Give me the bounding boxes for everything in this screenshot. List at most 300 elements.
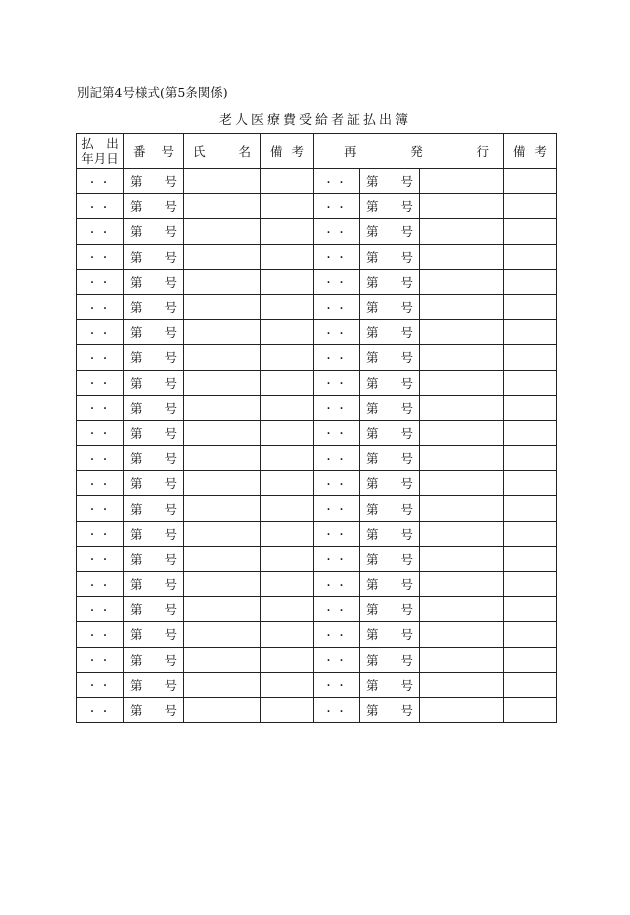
reissue-detail-cell bbox=[420, 269, 504, 294]
reissue-detail-cell bbox=[420, 546, 504, 571]
reissue-number-cell bbox=[360, 345, 420, 370]
remarks-2-cell bbox=[504, 194, 557, 219]
reissue-number-cell bbox=[360, 294, 420, 319]
payout-date-cell: ・・ bbox=[77, 622, 124, 647]
reissue-number-cell bbox=[360, 597, 420, 622]
number-suffix: 号 bbox=[164, 577, 177, 593]
number-cell bbox=[124, 471, 184, 496]
name-cell bbox=[184, 647, 261, 672]
remarks-2-cell bbox=[504, 572, 557, 597]
reissue-date-cell: ・・ bbox=[314, 546, 360, 571]
number-suffix: 号 bbox=[164, 602, 177, 618]
reissue-number-suffix: 号 bbox=[400, 652, 413, 668]
number-prefix: 第 bbox=[130, 249, 143, 265]
reissue-detail-cell bbox=[420, 345, 504, 370]
remarks-2-cell bbox=[504, 647, 557, 672]
number-cell bbox=[124, 622, 184, 647]
reissue-detail-cell bbox=[420, 697, 504, 722]
table-row bbox=[77, 420, 557, 445]
reissue-number-prefix: 第 bbox=[366, 400, 379, 416]
reissue-detail-cell bbox=[420, 420, 504, 445]
reissue-date-cell: ・・ bbox=[314, 446, 360, 471]
reissue-detail-cell bbox=[420, 169, 504, 194]
reissue-number-prefix: 第 bbox=[366, 300, 379, 316]
reissue-date-cell: ・・ bbox=[314, 194, 360, 219]
remarks-2-cell bbox=[504, 395, 557, 420]
remarks-2-cell bbox=[504, 244, 557, 269]
name-cell bbox=[184, 622, 261, 647]
name-cell bbox=[184, 169, 261, 194]
remarks-2-cell bbox=[504, 219, 557, 244]
table-row bbox=[77, 294, 557, 319]
table-row bbox=[77, 395, 557, 420]
number-prefix: 第 bbox=[130, 526, 143, 542]
table-row bbox=[77, 672, 557, 697]
remarks-2-cell bbox=[504, 597, 557, 622]
remarks-2-cell bbox=[504, 446, 557, 471]
number-cell bbox=[124, 395, 184, 420]
table-row bbox=[77, 244, 557, 269]
reissue-date-cell: ・・ bbox=[314, 672, 360, 697]
header-payout-line1: 払 出 bbox=[81, 136, 119, 151]
reissue-number-cell bbox=[360, 370, 420, 395]
reissue-number-suffix: 号 bbox=[400, 451, 413, 467]
reissue-number-cell bbox=[360, 420, 420, 445]
number-cell bbox=[124, 496, 184, 521]
remarks-cell bbox=[261, 572, 314, 597]
reissue-number-suffix: 号 bbox=[400, 425, 413, 441]
remarks-cell bbox=[261, 294, 314, 319]
name-cell bbox=[184, 219, 261, 244]
reissue-detail-cell bbox=[420, 395, 504, 420]
reissue-number-cell bbox=[360, 572, 420, 597]
form-label: 別記第4号様式(第5条関係) bbox=[77, 85, 228, 100]
name-cell bbox=[184, 395, 261, 420]
number-prefix: 第 bbox=[130, 501, 143, 517]
reissue-detail-cell bbox=[420, 572, 504, 597]
table-row bbox=[77, 370, 557, 395]
header-remarks2-b: 考 bbox=[534, 143, 547, 159]
reissue-date-cell: ・・ bbox=[314, 521, 360, 546]
remarks-cell bbox=[261, 521, 314, 546]
remarks-cell bbox=[261, 622, 314, 647]
number-cell bbox=[124, 294, 184, 319]
header-name bbox=[184, 134, 261, 169]
reissue-detail-cell bbox=[420, 496, 504, 521]
reissue-date-cell: ・・ bbox=[314, 395, 360, 420]
remarks-cell bbox=[261, 345, 314, 370]
name-cell bbox=[184, 446, 261, 471]
reissue-date-cell: ・・ bbox=[314, 320, 360, 345]
number-suffix: 号 bbox=[164, 501, 177, 517]
payout-date-cell: ・・ bbox=[77, 471, 124, 496]
reissue-date-cell: ・・ bbox=[314, 244, 360, 269]
table-row bbox=[77, 320, 557, 345]
reissue-date-cell: ・・ bbox=[314, 622, 360, 647]
remarks-2-cell bbox=[504, 294, 557, 319]
reissue-detail-cell bbox=[420, 219, 504, 244]
payout-date-cell: ・・ bbox=[77, 446, 124, 471]
payout-date-cell: ・・ bbox=[77, 345, 124, 370]
header-reissue-b: 発 bbox=[410, 143, 423, 159]
name-cell bbox=[184, 294, 261, 319]
header-reissue-c: 行 bbox=[476, 143, 489, 159]
reissue-date-cell: ・・ bbox=[314, 420, 360, 445]
reissue-number-suffix: 号 bbox=[400, 627, 413, 643]
number-suffix: 号 bbox=[164, 451, 177, 467]
reissue-date-cell: ・・ bbox=[314, 294, 360, 319]
table-row bbox=[77, 647, 557, 672]
reissue-number-cell bbox=[360, 546, 420, 571]
remarks-2-cell bbox=[504, 521, 557, 546]
reissue-number-suffix: 号 bbox=[400, 703, 413, 719]
number-suffix: 号 bbox=[164, 400, 177, 416]
number-cell bbox=[124, 446, 184, 471]
number-cell bbox=[124, 320, 184, 345]
number-cell bbox=[124, 697, 184, 722]
name-cell bbox=[184, 420, 261, 445]
number-prefix: 第 bbox=[130, 300, 143, 316]
reissue-number-cell bbox=[360, 697, 420, 722]
table-row bbox=[77, 194, 557, 219]
name-cell bbox=[184, 697, 261, 722]
number-prefix: 第 bbox=[130, 577, 143, 593]
name-cell bbox=[184, 572, 261, 597]
name-cell bbox=[184, 269, 261, 294]
reissue-date-cell: ・・ bbox=[314, 697, 360, 722]
number-prefix: 第 bbox=[130, 224, 143, 240]
reissue-detail-cell bbox=[420, 521, 504, 546]
remarks-2-cell bbox=[504, 320, 557, 345]
payout-date-cell: ・・ bbox=[77, 320, 124, 345]
number-prefix: 第 bbox=[130, 602, 143, 618]
payout-date-cell: ・・ bbox=[77, 496, 124, 521]
header-payout-line2: 年月日 bbox=[81, 151, 119, 166]
remarks-2-cell bbox=[504, 496, 557, 521]
payout-date-cell: ・・ bbox=[77, 395, 124, 420]
number-prefix: 第 bbox=[130, 174, 143, 190]
reissue-number-prefix: 第 bbox=[366, 526, 379, 542]
name-cell bbox=[184, 194, 261, 219]
remarks-cell bbox=[261, 169, 314, 194]
number-suffix: 号 bbox=[164, 325, 177, 341]
number-suffix: 号 bbox=[164, 551, 177, 567]
table-row bbox=[77, 697, 557, 722]
reissue-detail-cell bbox=[420, 672, 504, 697]
number-suffix: 号 bbox=[164, 425, 177, 441]
reissue-number-prefix: 第 bbox=[366, 501, 379, 517]
table-row bbox=[77, 546, 557, 571]
table-row bbox=[77, 269, 557, 294]
number-suffix: 号 bbox=[164, 703, 177, 719]
table-row bbox=[77, 622, 557, 647]
reissue-date-cell: ・・ bbox=[314, 496, 360, 521]
header-payout-date bbox=[77, 134, 124, 169]
table-row bbox=[77, 219, 557, 244]
reissue-detail-cell bbox=[420, 597, 504, 622]
remarks-cell bbox=[261, 194, 314, 219]
number-prefix: 第 bbox=[130, 199, 143, 215]
table-row bbox=[77, 169, 557, 194]
reissue-number-cell bbox=[360, 194, 420, 219]
number-cell bbox=[124, 345, 184, 370]
reissue-number-suffix: 号 bbox=[400, 249, 413, 265]
remarks-cell bbox=[261, 219, 314, 244]
reissue-number-cell bbox=[360, 320, 420, 345]
remarks-cell bbox=[261, 597, 314, 622]
number-prefix: 第 bbox=[130, 451, 143, 467]
remarks-2-cell bbox=[504, 697, 557, 722]
payout-register-table bbox=[76, 133, 557, 723]
remarks-2-cell bbox=[504, 672, 557, 697]
reissue-number-prefix: 第 bbox=[366, 577, 379, 593]
name-cell bbox=[184, 320, 261, 345]
reissue-number-prefix: 第 bbox=[366, 703, 379, 719]
header-number-a: 番 bbox=[133, 143, 146, 159]
reissue-number-suffix: 号 bbox=[400, 400, 413, 416]
name-cell bbox=[184, 345, 261, 370]
reissue-date-cell: ・・ bbox=[314, 219, 360, 244]
number-suffix: 号 bbox=[164, 476, 177, 492]
name-cell bbox=[184, 496, 261, 521]
remarks-2-cell bbox=[504, 420, 557, 445]
table-row bbox=[77, 471, 557, 496]
table-row bbox=[77, 446, 557, 471]
reissue-number-prefix: 第 bbox=[366, 652, 379, 668]
reissue-number-suffix: 号 bbox=[400, 501, 413, 517]
number-suffix: 号 bbox=[164, 350, 177, 366]
remarks-cell bbox=[261, 672, 314, 697]
reissue-date-cell: ・・ bbox=[314, 597, 360, 622]
reissue-number-prefix: 第 bbox=[366, 476, 379, 492]
payout-date-cell: ・・ bbox=[77, 420, 124, 445]
table-row bbox=[77, 345, 557, 370]
number-suffix: 号 bbox=[164, 274, 177, 290]
number-prefix: 第 bbox=[130, 627, 143, 643]
payout-date-cell: ・・ bbox=[77, 647, 124, 672]
number-cell bbox=[124, 219, 184, 244]
payout-date-cell: ・・ bbox=[77, 294, 124, 319]
number-prefix: 第 bbox=[130, 350, 143, 366]
reissue-number-cell bbox=[360, 622, 420, 647]
payout-date-cell: ・・ bbox=[77, 169, 124, 194]
reissue-number-prefix: 第 bbox=[366, 451, 379, 467]
number-suffix: 号 bbox=[164, 375, 177, 391]
number-prefix: 第 bbox=[130, 652, 143, 668]
reissue-number-suffix: 号 bbox=[400, 375, 413, 391]
remarks-cell bbox=[261, 471, 314, 496]
payout-date-cell: ・・ bbox=[77, 244, 124, 269]
reissue-number-suffix: 号 bbox=[400, 199, 413, 215]
reissue-number-cell bbox=[360, 269, 420, 294]
reissue-date-cell: ・・ bbox=[314, 169, 360, 194]
reissue-number-prefix: 第 bbox=[366, 551, 379, 567]
reissue-number-prefix: 第 bbox=[366, 199, 379, 215]
reissue-number-suffix: 号 bbox=[400, 325, 413, 341]
reissue-number-cell bbox=[360, 496, 420, 521]
payout-date-cell: ・・ bbox=[77, 194, 124, 219]
number-suffix: 号 bbox=[164, 174, 177, 190]
payout-date-cell: ・・ bbox=[77, 546, 124, 571]
number-suffix: 号 bbox=[164, 677, 177, 693]
reissue-number-suffix: 号 bbox=[400, 476, 413, 492]
reissue-detail-cell bbox=[420, 194, 504, 219]
remarks-2-cell bbox=[504, 471, 557, 496]
reissue-number-suffix: 号 bbox=[400, 174, 413, 190]
remarks-cell bbox=[261, 420, 314, 445]
name-cell bbox=[184, 546, 261, 571]
header-reissue-a: 再 bbox=[344, 143, 357, 159]
payout-date-cell: ・・ bbox=[77, 697, 124, 722]
header-row bbox=[77, 134, 557, 169]
header-name-a: 氏 bbox=[193, 143, 206, 159]
name-cell bbox=[184, 370, 261, 395]
remarks-cell bbox=[261, 697, 314, 722]
payout-date-cell: ・・ bbox=[77, 219, 124, 244]
remarks-2-cell bbox=[504, 169, 557, 194]
number-prefix: 第 bbox=[130, 677, 143, 693]
number-cell bbox=[124, 647, 184, 672]
reissue-number-cell bbox=[360, 471, 420, 496]
reissue-number-cell bbox=[360, 395, 420, 420]
header-number-b: 号 bbox=[161, 143, 174, 159]
reissue-detail-cell bbox=[420, 622, 504, 647]
number-cell bbox=[124, 370, 184, 395]
remarks-cell bbox=[261, 320, 314, 345]
reissue-detail-cell bbox=[420, 446, 504, 471]
remarks-cell bbox=[261, 496, 314, 521]
remarks-2-cell bbox=[504, 622, 557, 647]
document-title: 老人医療費受給者証払出簿 bbox=[218, 113, 411, 128]
reissue-detail-cell bbox=[420, 320, 504, 345]
reissue-number-cell bbox=[360, 244, 420, 269]
remarks-cell bbox=[261, 546, 314, 571]
number-cell bbox=[124, 269, 184, 294]
reissue-number-suffix: 号 bbox=[400, 577, 413, 593]
reissue-number-prefix: 第 bbox=[366, 274, 379, 290]
reissue-number-prefix: 第 bbox=[366, 425, 379, 441]
number-prefix: 第 bbox=[130, 325, 143, 341]
reissue-number-cell bbox=[360, 521, 420, 546]
header-remarks2-a: 備 bbox=[513, 143, 526, 159]
number-suffix: 号 bbox=[164, 300, 177, 316]
remarks-2-cell bbox=[504, 546, 557, 571]
number-suffix: 号 bbox=[164, 224, 177, 240]
reissue-number-cell bbox=[360, 647, 420, 672]
number-suffix: 号 bbox=[164, 526, 177, 542]
payout-date-cell: ・・ bbox=[77, 521, 124, 546]
reissue-detail-cell bbox=[420, 294, 504, 319]
number-cell bbox=[124, 169, 184, 194]
remarks-2-cell bbox=[504, 370, 557, 395]
reissue-number-prefix: 第 bbox=[366, 350, 379, 366]
reissue-number-suffix: 号 bbox=[400, 551, 413, 567]
reissue-number-cell bbox=[360, 219, 420, 244]
remarks-cell bbox=[261, 244, 314, 269]
reissue-number-suffix: 号 bbox=[400, 602, 413, 618]
reissue-detail-cell bbox=[420, 471, 504, 496]
number-cell bbox=[124, 420, 184, 445]
remarks-cell bbox=[261, 370, 314, 395]
number-cell bbox=[124, 597, 184, 622]
number-cell bbox=[124, 672, 184, 697]
reissue-number-prefix: 第 bbox=[366, 602, 379, 618]
header-name-b: 名 bbox=[238, 143, 251, 159]
number-prefix: 第 bbox=[130, 400, 143, 416]
remarks-cell bbox=[261, 395, 314, 420]
name-cell bbox=[184, 597, 261, 622]
reissue-number-suffix: 号 bbox=[400, 350, 413, 366]
reissue-number-suffix: 号 bbox=[400, 300, 413, 316]
reissue-detail-cell bbox=[420, 647, 504, 672]
header-reissue bbox=[314, 134, 504, 169]
payout-date-cell: ・・ bbox=[77, 597, 124, 622]
number-prefix: 第 bbox=[130, 476, 143, 492]
payout-date-cell: ・・ bbox=[77, 269, 124, 294]
number-suffix: 号 bbox=[164, 652, 177, 668]
number-prefix: 第 bbox=[130, 425, 143, 441]
reissue-date-cell: ・・ bbox=[314, 269, 360, 294]
reissue-number-prefix: 第 bbox=[366, 224, 379, 240]
number-suffix: 号 bbox=[164, 627, 177, 643]
reissue-number-cell bbox=[360, 169, 420, 194]
payout-date-cell: ・・ bbox=[77, 572, 124, 597]
reissue-number-suffix: 号 bbox=[400, 677, 413, 693]
reissue-date-cell: ・・ bbox=[314, 345, 360, 370]
name-cell bbox=[184, 244, 261, 269]
reissue-date-cell: ・・ bbox=[314, 572, 360, 597]
payout-date-cell: ・・ bbox=[77, 672, 124, 697]
table-row bbox=[77, 496, 557, 521]
remarks-2-cell bbox=[504, 269, 557, 294]
reissue-number-prefix: 第 bbox=[366, 677, 379, 693]
reissue-date-cell: ・・ bbox=[314, 471, 360, 496]
number-prefix: 第 bbox=[130, 551, 143, 567]
remarks-2-cell bbox=[504, 345, 557, 370]
name-cell bbox=[184, 471, 261, 496]
reissue-number-prefix: 第 bbox=[366, 249, 379, 265]
remarks-cell bbox=[261, 269, 314, 294]
reissue-number-prefix: 第 bbox=[366, 174, 379, 190]
header-remarks-a: 備 bbox=[270, 143, 283, 159]
remarks-cell bbox=[261, 647, 314, 672]
reissue-detail-cell bbox=[420, 244, 504, 269]
payout-date-cell: ・・ bbox=[77, 370, 124, 395]
reissue-detail-cell bbox=[420, 370, 504, 395]
name-cell bbox=[184, 672, 261, 697]
reissue-number-prefix: 第 bbox=[366, 325, 379, 341]
reissue-number-prefix: 第 bbox=[366, 627, 379, 643]
number-cell bbox=[124, 546, 184, 571]
remarks-cell bbox=[261, 446, 314, 471]
number-suffix: 号 bbox=[164, 249, 177, 265]
number-cell bbox=[124, 194, 184, 219]
number-prefix: 第 bbox=[130, 274, 143, 290]
table-row bbox=[77, 521, 557, 546]
reissue-number-suffix: 号 bbox=[400, 526, 413, 542]
number-prefix: 第 bbox=[130, 375, 143, 391]
reissue-number-cell bbox=[360, 446, 420, 471]
table-row bbox=[77, 572, 557, 597]
header-remarks-2 bbox=[504, 134, 557, 169]
number-cell bbox=[124, 521, 184, 546]
number-suffix: 号 bbox=[164, 199, 177, 215]
reissue-date-cell: ・・ bbox=[314, 370, 360, 395]
table-row bbox=[77, 597, 557, 622]
reissue-number-suffix: 号 bbox=[400, 274, 413, 290]
number-cell bbox=[124, 572, 184, 597]
header-remarks bbox=[261, 134, 314, 169]
